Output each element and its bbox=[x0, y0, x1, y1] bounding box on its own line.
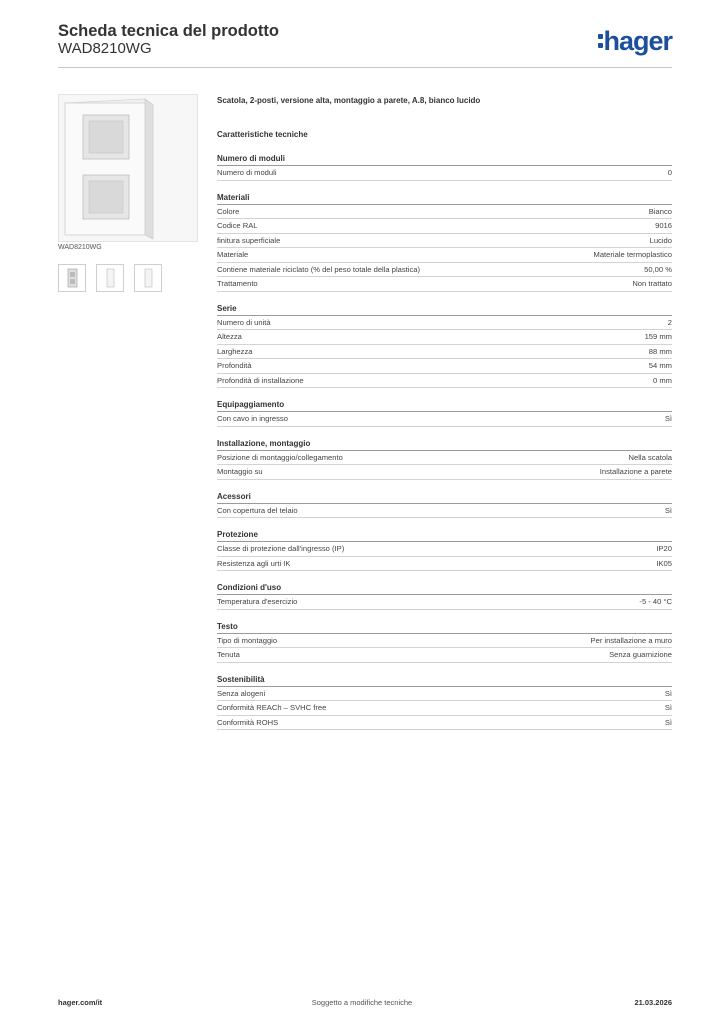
spec-value: Senza guarnizione bbox=[609, 650, 672, 659]
spec-label: Trattamento bbox=[217, 279, 258, 288]
spec-value: -5 - 40 °C bbox=[639, 597, 672, 606]
spec-value: Sì bbox=[664, 688, 672, 698]
logo-text: hager bbox=[603, 26, 672, 56]
spec-row bbox=[217, 716, 672, 731]
spec-section bbox=[217, 302, 672, 389]
image-caption: WAD8210WG bbox=[58, 244, 102, 251]
section-title: Acessori bbox=[217, 490, 672, 504]
spec-label: Resistenza agli urti IK bbox=[217, 558, 291, 568]
spec-label: Con cavo in ingresso bbox=[217, 414, 288, 423]
spec-row bbox=[217, 359, 672, 374]
spec-value: IK05 bbox=[656, 558, 672, 568]
spec-label: Tenuta bbox=[217, 650, 240, 659]
thumbnail-side[interactable] bbox=[96, 264, 124, 292]
spec-label: Montaggio su bbox=[217, 467, 263, 476]
spec-row bbox=[217, 504, 672, 519]
spec-row bbox=[217, 634, 672, 649]
spec-row bbox=[217, 166, 672, 181]
spec-value: 9016 bbox=[655, 221, 672, 230]
spec-row bbox=[217, 648, 672, 663]
spec-row bbox=[217, 219, 672, 234]
spec-value: 0 mm bbox=[653, 375, 672, 385]
section-title: Serie bbox=[217, 302, 672, 316]
footer-website[interactable]: hager.com/it bbox=[58, 998, 103, 1007]
spec-section bbox=[217, 528, 672, 571]
spec-value: 159 mm bbox=[644, 332, 672, 341]
spec-row bbox=[217, 205, 672, 220]
spec-sections bbox=[217, 152, 672, 730]
spec-row bbox=[217, 374, 672, 389]
spec-section bbox=[217, 490, 672, 519]
product-code: WAD8210WG bbox=[58, 40, 152, 57]
spec-row bbox=[217, 412, 672, 427]
spec-label: Numero di unità bbox=[217, 317, 271, 327]
logo-colon-icon bbox=[598, 30, 603, 50]
spec-row bbox=[217, 263, 672, 278]
spec-label: Contiene materiale riciclato (% del peso totale della plastica) bbox=[217, 264, 421, 274]
spec-value: Sì bbox=[664, 414, 672, 423]
spec-label: Senza alogeni bbox=[217, 688, 266, 698]
spec-section bbox=[217, 673, 672, 731]
spec-value: 88 mm bbox=[648, 346, 672, 356]
spec-row bbox=[217, 465, 672, 480]
spec-label: Codice RAL bbox=[217, 221, 258, 230]
spec-value: Materiale termoplastico bbox=[593, 250, 672, 259]
spec-section bbox=[217, 581, 672, 610]
spec-section bbox=[217, 437, 672, 480]
spec-row bbox=[217, 451, 672, 466]
spec-row bbox=[217, 542, 672, 557]
thumbnail-side-icon bbox=[97, 265, 123, 291]
spec-row bbox=[217, 687, 672, 702]
footer-notice: Soggetto a modifiche tecniche bbox=[311, 998, 413, 1007]
page-title: Scheda tecnica del prodotto bbox=[58, 22, 279, 40]
spec-label: Conformità REACh – SVHC free bbox=[217, 703, 327, 712]
spec-row bbox=[217, 345, 672, 360]
spec-row bbox=[217, 277, 672, 292]
spec-value: 0 bbox=[667, 168, 672, 177]
spec-section bbox=[217, 152, 672, 181]
spec-label: Numero di moduli bbox=[217, 168, 277, 177]
spec-value: 54 mm bbox=[648, 361, 672, 370]
spec-row bbox=[217, 316, 672, 331]
thumbnail-front[interactable] bbox=[58, 264, 86, 292]
product-description: Scatola, 2-posti, versione alta, montaggio a parete, A.8, bianco lucido bbox=[217, 96, 481, 105]
section-title: Equipaggiamento bbox=[217, 398, 672, 412]
spec-value: Bianco bbox=[648, 206, 672, 216]
spec-label: finitura superficiale bbox=[217, 235, 281, 245]
spec-row bbox=[217, 330, 672, 345]
technical-features-heading: Caratteristiche tecniche bbox=[217, 130, 308, 139]
spec-label: Profondità bbox=[217, 361, 252, 370]
wall-box-drawing bbox=[59, 95, 197, 241]
hager-logo bbox=[598, 26, 672, 56]
spec-label: Classe di protezione dall'ingresso (IP) bbox=[217, 544, 345, 553]
spec-value: Installazione a parete bbox=[599, 467, 672, 476]
footer-date: 21.03.2026 bbox=[634, 998, 672, 1007]
spec-value: Per installazione a muro bbox=[590, 635, 672, 645]
header-divider bbox=[58, 67, 672, 68]
spec-value: Sì bbox=[664, 505, 672, 515]
spec-label: Tipo di montaggio bbox=[217, 635, 278, 645]
spec-row bbox=[217, 557, 672, 572]
spec-section bbox=[217, 398, 672, 427]
thumbnail-back[interactable] bbox=[134, 264, 162, 292]
section-title: Numero di moduli bbox=[217, 152, 672, 166]
spec-value: Non trattato bbox=[632, 279, 672, 288]
spec-value: Sì bbox=[664, 717, 672, 727]
spec-label: Temperatura d'esercizio bbox=[217, 597, 298, 606]
section-title: Protezione bbox=[217, 528, 672, 542]
spec-label: Profondità di installazione bbox=[217, 375, 304, 385]
section-title: Sostenibilità bbox=[217, 673, 672, 687]
section-title: Installazione, montaggio bbox=[217, 437, 672, 451]
thumbnail-box-icon bbox=[59, 265, 85, 291]
thumbnail-back-icon bbox=[135, 265, 161, 291]
spec-row bbox=[217, 595, 672, 610]
spec-value: Sì bbox=[664, 703, 672, 712]
spec-label: Altezza bbox=[217, 332, 242, 341]
spec-content bbox=[217, 94, 672, 730]
spec-label: Larghezza bbox=[217, 346, 253, 356]
section-title: Materiali bbox=[217, 191, 672, 205]
spec-row bbox=[217, 248, 672, 263]
section-title: Testo bbox=[217, 620, 672, 634]
spec-label: Materiale bbox=[217, 250, 249, 259]
spec-value: Nella scatola bbox=[628, 452, 672, 462]
spec-section bbox=[217, 620, 672, 663]
spec-label: Colore bbox=[217, 206, 240, 216]
spec-row bbox=[217, 234, 672, 249]
spec-label: Posizione di montaggio/collegamento bbox=[217, 452, 343, 462]
spec-section bbox=[217, 191, 672, 292]
spec-value: Lucido bbox=[649, 235, 672, 245]
spec-label: Conformità ROHS bbox=[217, 717, 279, 727]
section-title: Condizioni d'uso bbox=[217, 581, 672, 595]
spec-value: 2 bbox=[667, 317, 672, 327]
product-image bbox=[58, 94, 198, 242]
spec-value: 50,00 % bbox=[644, 264, 672, 274]
spec-row bbox=[217, 701, 672, 716]
spec-label: Con copertura del telaio bbox=[217, 505, 298, 515]
spec-value: IP20 bbox=[656, 544, 672, 553]
